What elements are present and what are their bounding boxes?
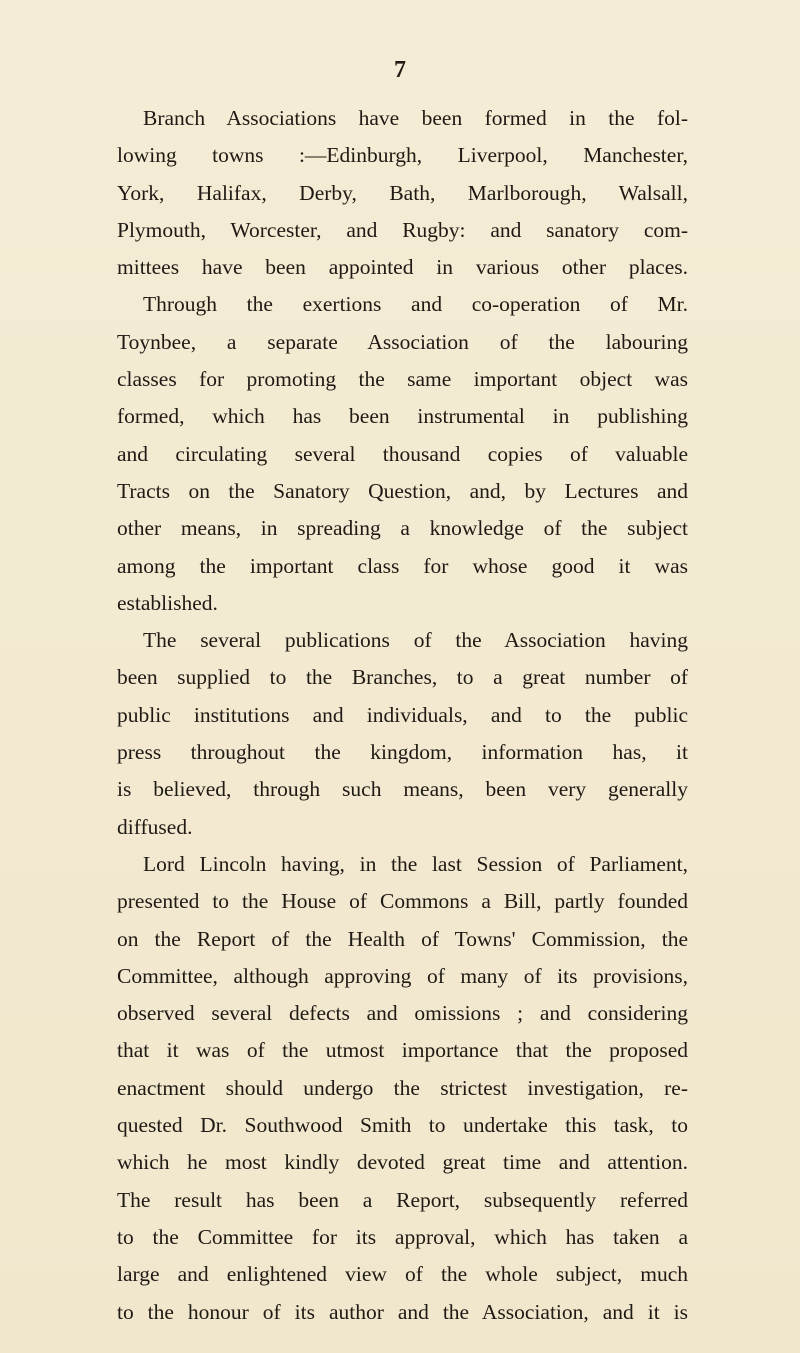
text-line: The result has been a Report, subsequently referred [117,1187,688,1212]
paragraph-publications [117,622,688,846]
text-line: which he most kindly devoted great time and attention. [117,1150,688,1175]
text-line: among the important class for whose good it was [117,553,688,578]
text-line: lowing towns :—Edinburgh, Liverpool, Manchester, [117,143,688,168]
text-line: Lord Lincoln having, in the last Session of Parliament, [143,851,688,876]
text-line: large and enlightened view of the whole subject, much [117,1262,688,1287]
text-line: Plymouth, Worcester, and Rugby: and sanatory com- [117,217,688,242]
paragraph-toynbee-association [117,286,688,622]
text-line: to the honour of its author and the Association, and it is [117,1299,688,1324]
text-line: is believed, through such means, been very generally [117,777,688,802]
text-line: York, Halifax, Derby, Bath, Marlborough, Walsall, [117,180,688,205]
text-line: been supplied to the Branches, to a great number of [117,665,688,690]
text-line: Branch Associations have been formed in the fol- [143,106,688,130]
text-line: on the Report of the Health of Towns' Commission, the [117,926,688,951]
text-line: other means, in spreading a knowledge of the subject [117,516,688,541]
text-line: and circulating several thousand copies of valuable [117,441,688,466]
text-line: enactment should undergo the strictest investigation, re- [117,1075,688,1100]
text-line: formed, which has been instrumental in publishing [117,404,688,429]
text-line: presented to the House of Commons a Bill, partly founded [117,889,688,914]
text-line: public institutions and individuals, and to the public [117,702,688,727]
text-line: observed several defects and omissions ; and considering [117,1001,688,1026]
page-body [117,100,688,1331]
text-line: diffused. [117,814,193,839]
text-line: that it was of the utmost importance that the proposed [117,1038,688,1063]
text-line: press throughout the kingdom, information has, it [117,740,688,765]
paragraph-branch-associations [117,100,688,286]
text-line: Committee, although approving of many of its provisions, [117,963,688,988]
text-line: classes for promoting the same important object was [117,367,688,392]
text-line: to the Committee for its approval, which has taken a [117,1224,688,1249]
text-line: The several publications of the Association having [143,628,688,653]
text-line: Toynbee, a separate Association of the labouring [117,329,688,354]
text-line: established. [117,590,218,615]
text-line: quested Dr. Southwood Smith to undertake this task, to [117,1113,688,1138]
text-line: mittees have been appointed in various other places. [117,255,688,280]
text-line: Through the exertions and co-operation of Mr. [143,292,688,317]
page-number: 7 [394,57,406,83]
paragraph-lord-lincoln-bill [117,846,688,1331]
text-line: Tracts on the Sanatory Question, and, by Lectures and [117,478,688,503]
